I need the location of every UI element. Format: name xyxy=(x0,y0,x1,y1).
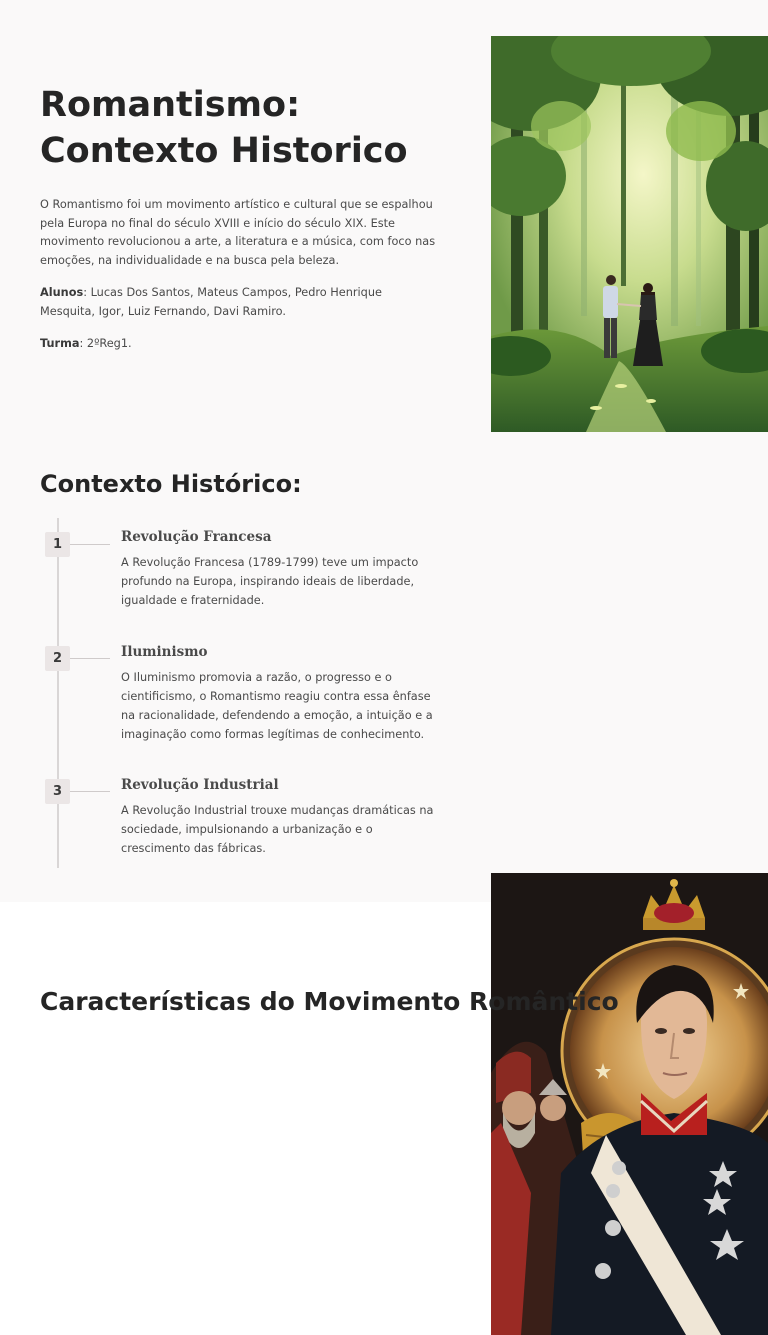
napoleon-portrait-svg xyxy=(491,873,768,1335)
students-line xyxy=(40,284,440,321)
timeline-badge-3: 3 xyxy=(45,779,70,804)
class-value: : 2ºReg1. xyxy=(79,337,132,350)
timeline-text-3: A Revolução Industrial trouxe mudanças dramáticas na sociedade, impulsionando a urbanização e o crescimento das fábricas. xyxy=(121,804,434,855)
page-title xyxy=(40,82,470,174)
timeline-line xyxy=(57,518,59,868)
timeline-heading-1: Revolução Francesa xyxy=(121,529,272,545)
title-line-2: Contexto Historico xyxy=(40,131,408,171)
timeline-heading-2: Iluminismo xyxy=(121,644,208,660)
class-line xyxy=(40,335,132,353)
intro-paragraph: O Romantismo foi um movimento artístico e cultural que se espalhou pela Europa no final do século XVIII e início do século XIX. Este movimento revolucionou a arte, a literatura e a música, com foco nas emoções, na individualidade e na busca pela beleza. xyxy=(40,198,436,267)
timeline-badge-2: 2 xyxy=(45,646,70,671)
timeline-heading-3: Revolução Industrial xyxy=(121,777,279,793)
section-title: Contexto Histórico: xyxy=(40,470,302,498)
timeline-text-2: O Iluminismo promovia a razão, o progresso e o cientificismo, o Romantismo reagiu contra essa ênfase na racionalidade, defendendo a emoção, a intuição e a imaginação como formas legítimas de conhecimento. xyxy=(121,671,433,741)
timeline-connector-2 xyxy=(70,658,110,659)
timeline-badge-1: 1 xyxy=(45,532,70,557)
napoleon-portrait-illustration xyxy=(491,873,768,1335)
timeline-text-1: A Revolução Francesa (1789-1799) teve um impacto profundo na Europa, inspirando ideais de liberdade, igualdade e fraternidade. xyxy=(121,556,419,607)
forest-couple-svg xyxy=(491,36,768,432)
timeline-connector-3 xyxy=(70,791,110,792)
next-section-title: Características do Movimento Romântico xyxy=(40,987,619,1016)
title-line-1: Romantismo: xyxy=(40,85,301,125)
timeline-connector-1 xyxy=(70,544,110,545)
slide-intro xyxy=(0,0,768,434)
class-label: Turma xyxy=(40,337,80,350)
students-names: : Lucas Dos Santos, Mateus Campos, Pedro Henrique Mesquita, Igor, Luiz Fernando, Davi Ramiro. xyxy=(40,286,382,318)
forest-couple-illustration xyxy=(491,36,768,432)
students-label: Alunos xyxy=(40,286,84,299)
